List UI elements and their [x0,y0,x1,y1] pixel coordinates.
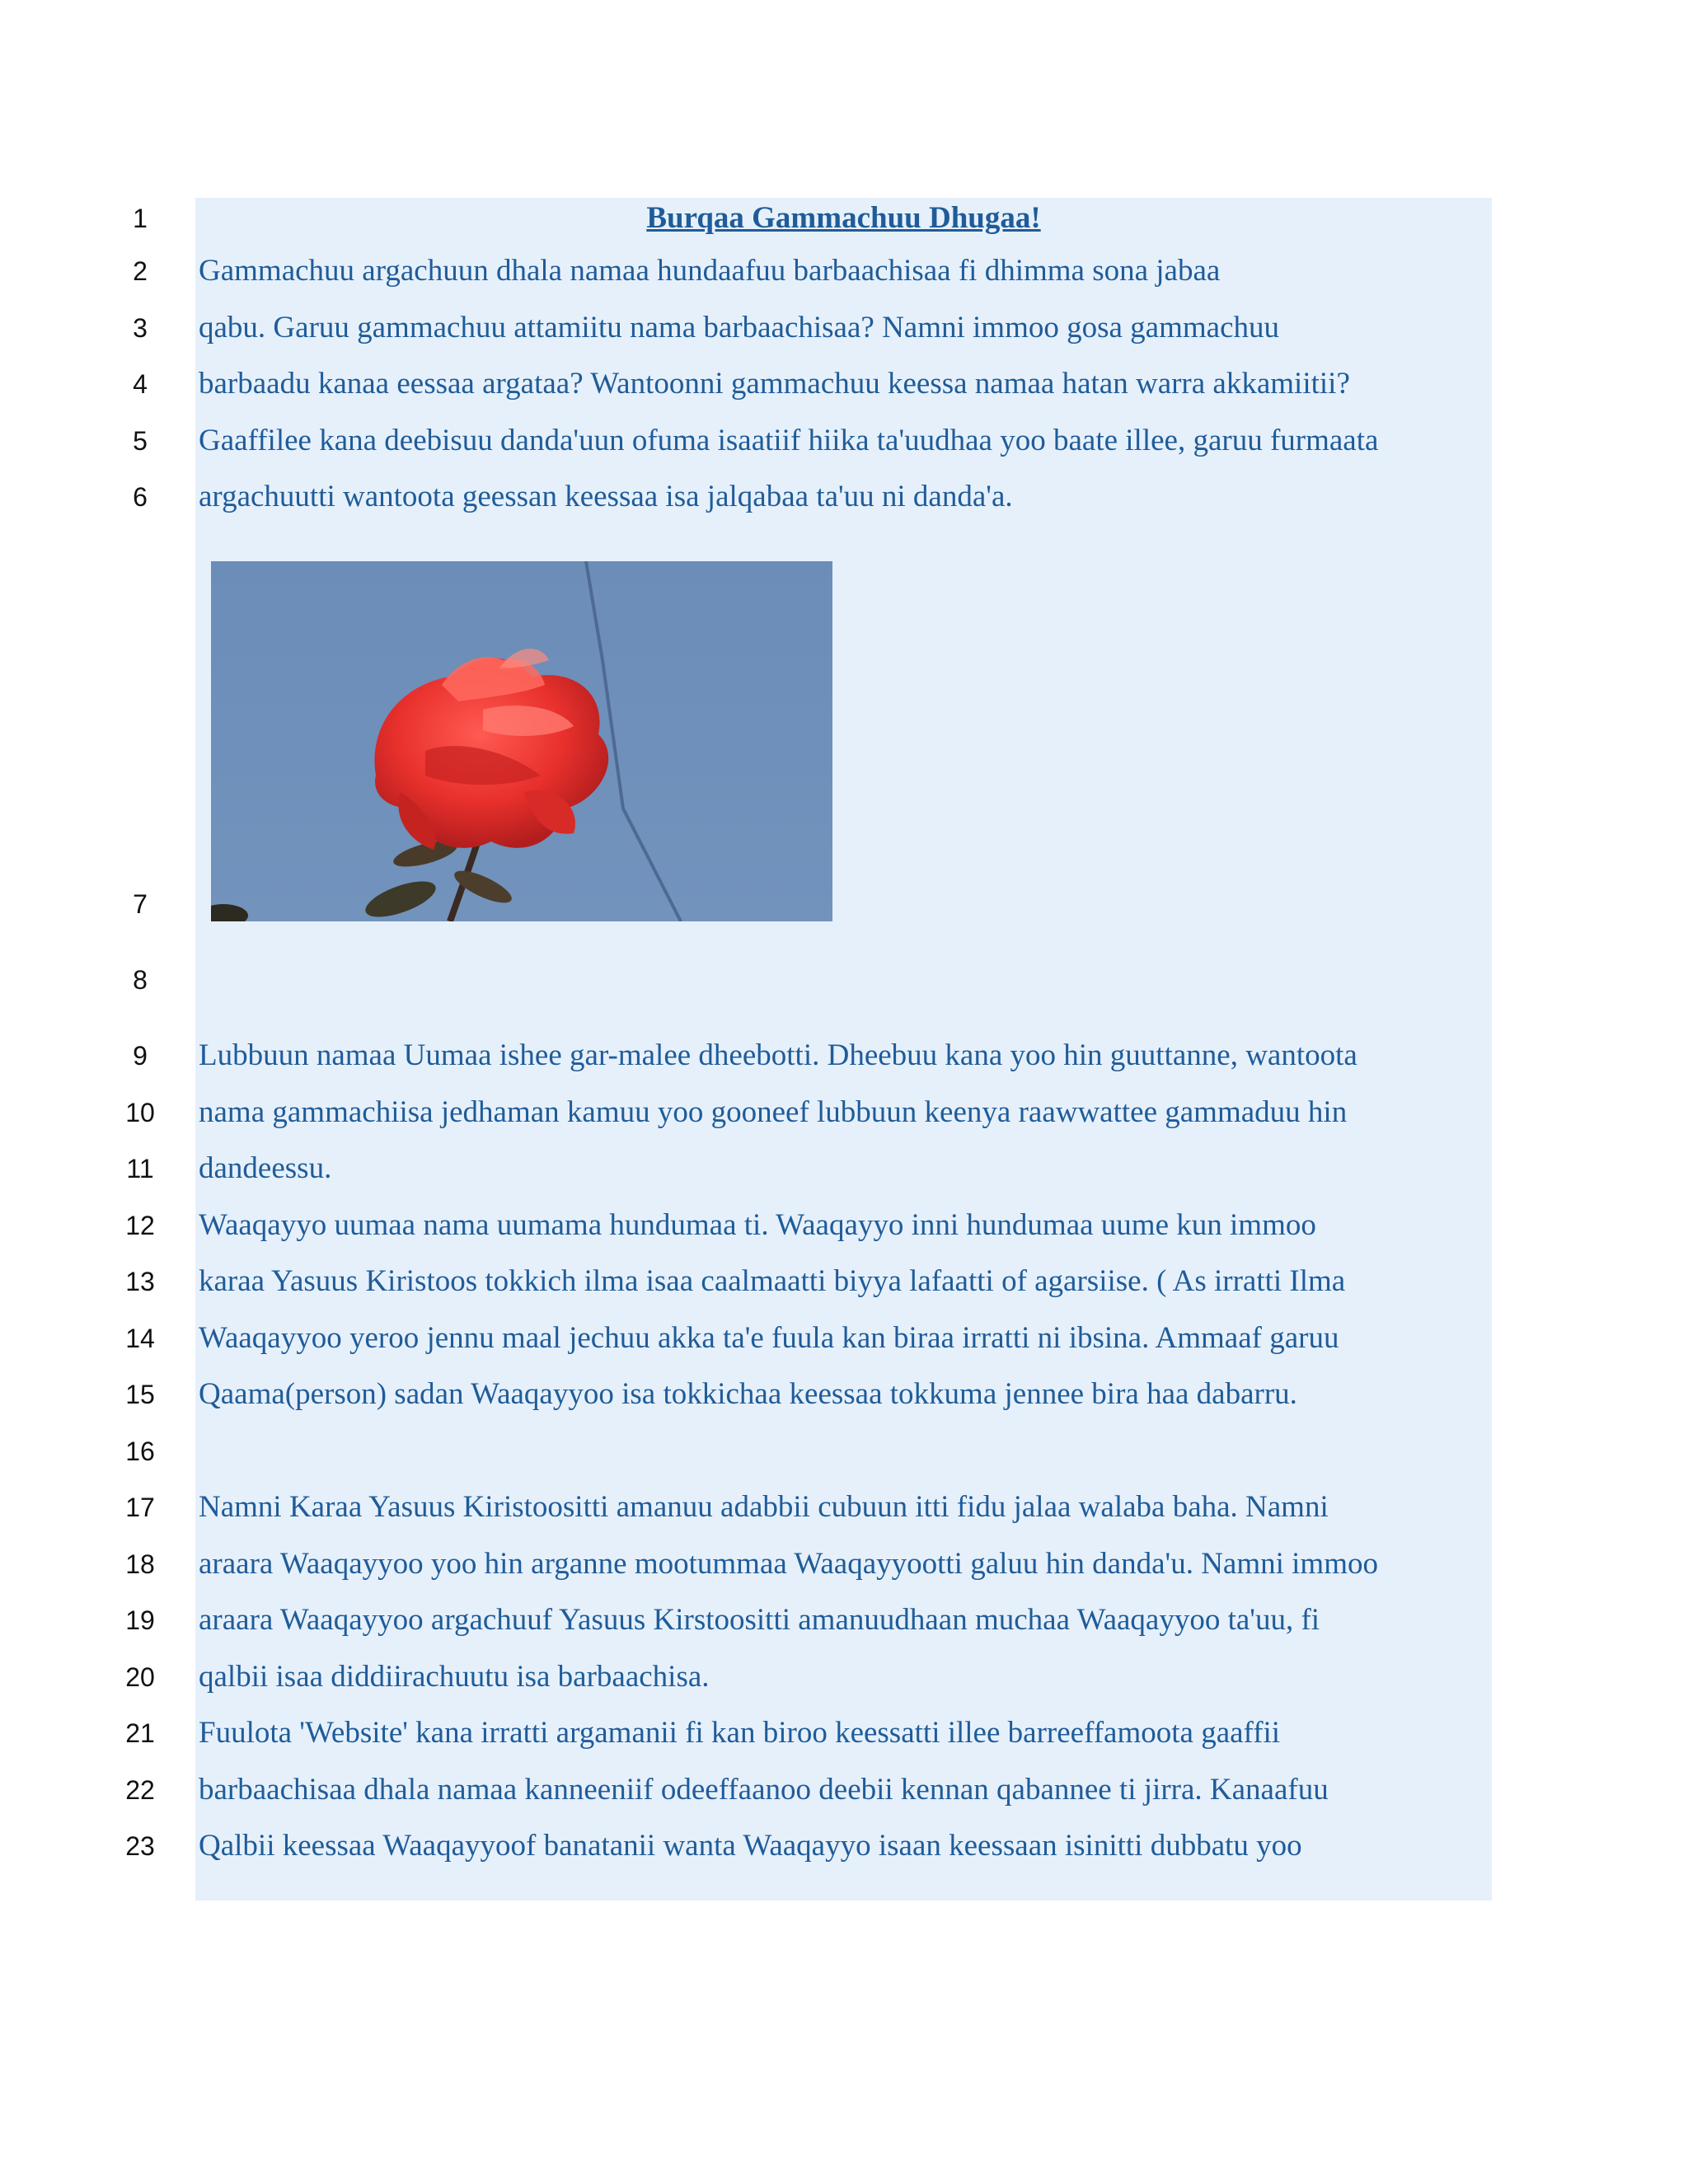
line-number: 3 [133,313,148,343]
text-line: nama gammachiisa jedhaman kamuu yoo gooneef lubbuun keenya raawwattee gammaduu hin [199,1095,1348,1129]
line-number: 6 [133,482,148,512]
line-number: 1 [133,204,148,233]
line-number: 21 [125,1718,155,1748]
line-number: 9 [133,1041,148,1071]
line-number: 2 [133,256,148,286]
text-line: Gammachuu argachuun dhala namaa hundaafuu barbaachisaa fi dhimma sona jabaa [199,254,1221,288]
rose-image [211,561,832,921]
line-number: 19 [125,1605,155,1635]
text-line: Waaqayyo uumaa nama uumama hundumaa ti. Waaqayyo inni hundumaa uume kun immoo [199,1208,1316,1242]
line-number: 17 [125,1493,155,1522]
line-number: 16 [125,1436,155,1466]
text-line: Qalbii keessaa Waaqayyoof banatanii wanta Waaqayyo isaan keessaan isinitti dubbatu yoo [199,1829,1302,1863]
text-line: Fuulota 'Website' kana irratti argamanii fi kan biroo keessatti illee barreeffamoota gaaffii [199,1716,1281,1750]
text-line: Waaqayyoo yeroo jennu maal jechuu akka ta'e fuula kan biraa irratti ni ibsina. Ammaaf garuu [199,1321,1339,1355]
line-number: 7 [133,889,148,919]
text-line: Gaaffilee kana deebisuu danda'uun ofuma isaatiif hiika ta'uudhaa yoo baate illee, garuu furmaata [199,424,1379,457]
text-line: araara Waaqayyoo argachuuf Yasuus Kirstoositti amanuudhaan muchaa Waaqayyoo ta'uu, fi [199,1603,1320,1637]
line-number: 5 [133,426,148,456]
line-number: 20 [125,1662,155,1692]
line-number: 13 [125,1267,155,1296]
line-number: 15 [125,1380,155,1409]
text-line: Qaama(person) sadan Waaqayyoo isa tokkichaa keessaa tokkuma jennee bira haa dabarru. [199,1377,1297,1411]
line-number: 8 [133,965,148,995]
text-line: qabu. Garuu gammachuu attamiitu nama barbaachisaa? Namni immoo gosa gammachuu [199,311,1280,344]
text-line: dandeessu. [199,1151,332,1185]
line-number: 18 [125,1549,155,1579]
text-line: araara Waaqayyoo yoo hin arganne mootummaa Waaqayyootti galuu hin danda'u. Namni immoo [199,1547,1378,1581]
text-line: Lubbuun namaa Uumaa ishee gar-malee dheebotti. Dheebuu kana yoo hin guuttanne, wantoota [199,1038,1357,1072]
text-line: qalbii isaa diddiirachuutu isa barbaachisa. [199,1660,710,1694]
red-rose-photo [211,561,832,921]
line-number: 23 [125,1831,155,1861]
line-number: 14 [125,1324,155,1353]
text-line: karaa Yasuus Kiristoos tokkich ilma isaa caalmaatti biyya lafaatti of agarsiise. ( As irratti Ilma [199,1264,1346,1298]
line-number: 12 [125,1211,155,1240]
line-number: 22 [125,1775,155,1805]
line-number: 10 [125,1098,155,1127]
text-line: Namni Karaa Yasuus Kiristoositti amanuu adabbii cubuun itti fidu jalaa walaba baha. Namni [199,1490,1329,1524]
text-line: argachuutti wantoota geessan keessaa isa jalqabaa ta'uu ni danda'a. [199,480,1013,513]
line-number: 11 [126,1154,154,1183]
line-number: 4 [133,369,148,399]
document-title: Burqaa Gammachuu Dhugaa! [646,201,1041,235]
text-line: barbaadu kanaa eessaa argataa? Wantoonni gammachuu keessa namaa hatan warra akkamiitii? [199,367,1350,401]
text-line: barbaachisaa dhala namaa kanneeniif odeeffaanoo deebii kennan qabannee ti jirra. Kanaafuu [199,1773,1329,1807]
